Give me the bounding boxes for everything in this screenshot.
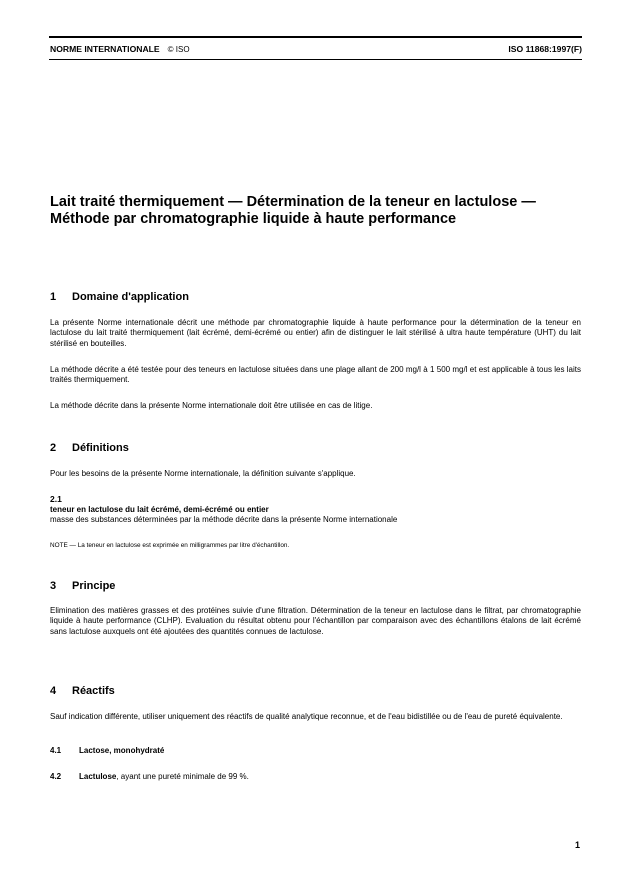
- section-4-paragraph-1: Sauf indication différente, utiliser uniquement des réactifs de qualité analytique reconnue, et de l'eau bidistillée ou de l'eau de pureté équivalente.: [50, 712, 563, 721]
- header-top-rule: [49, 36, 582, 38]
- definition-term: teneur en lactulose du lait écrémé, demi-écrémé ou entier: [50, 505, 269, 514]
- definition-text: masse des substances déterminées par la méthode décrite dans la présente Norme internationale: [50, 515, 398, 524]
- definition-number: 2.1: [50, 494, 62, 504]
- section-2-title: Définitions: [72, 442, 129, 454]
- reagent-item-4-1-number: 4.1: [50, 746, 62, 755]
- section-4-number: 4: [50, 685, 57, 697]
- section-3-number: 3: [50, 580, 57, 592]
- section-4-heading: [50, 685, 115, 697]
- reagent-item-4-2-term: Lactulose: [79, 772, 117, 781]
- section-2-number: 2: [50, 442, 57, 454]
- header-left-title: NORME INTERNATIONALE: [50, 44, 160, 54]
- definition-note: NOTE — La teneur en lactulose est exprimée en milligrammes par litre d'échantillon.: [50, 542, 290, 549]
- section-3-paragraph-1: Elimination des matières grasses et des protéines suivie d'une filtration. Détermination de la teneur en lactulose dans le filtrat, par chromatographie liquide à haute performance (CLHP). Evaluation du résultat obtenu pour l'échantillon par comparaison avec des échantillons étalons de lait écrémé sans lactulose auxquels ont été ajoutées des quantités connues de lactulose.: [50, 606, 581, 636]
- section-3-heading: [50, 580, 115, 592]
- reagent-item-4-2: [50, 772, 249, 781]
- section-1-paragraph-2: La méthode décrite a été testée pour des teneurs en lactulose situées dans une plage allant de 200 mg/l à 1 500 mg/l et est applicable à tous les laits traités thermiquement.: [50, 365, 581, 385]
- header-left: [50, 44, 190, 54]
- document-title: Lait traité thermiquement — Détermination de la teneur en lactulose — Méthode par chromatographie liquide à haute performance: [50, 194, 536, 227]
- reagent-item-4-2-number: 4.2: [50, 772, 62, 781]
- section-2-heading: [50, 442, 129, 454]
- reagent-item-4-2-text: , ayant une pureté minimale de 99 %.: [116, 772, 249, 781]
- page-number: 1: [574, 840, 580, 850]
- section-1-paragraph-1: La présente Norme internationale décrit une méthode par chromatographie liquide à haute performance pour la détermination de la teneur en lactulose du lait traité thermiquement (lait écrémé, demi-écrémé ou entier) afin de distinguer le lait stérilisé à ultra haute température (UHT) du lait stérilisé en bouteilles.: [50, 318, 581, 348]
- header-bottom-rule: [49, 59, 582, 60]
- section-1-paragraph-3: La méthode décrite dans la présente Norme internationale doit être utilisée en cas de litige.: [50, 401, 373, 410]
- section-1-heading: [50, 291, 189, 303]
- section-1-number: 1: [50, 291, 57, 303]
- reagent-item-4-1-text: Lactose, monohydraté: [79, 746, 165, 755]
- reagent-item-4-1: [50, 746, 164, 755]
- header-standard-number: ISO 11868:1997(F): [508, 44, 582, 54]
- section-4-title: Réactifs: [72, 685, 115, 697]
- section-3-title: Principe: [72, 580, 116, 592]
- section-2-paragraph-1: Pour les besoins de la présente Norme internationale, la définition suivante s'applique.: [50, 469, 356, 478]
- section-1-title: Domaine d'application: [72, 291, 189, 303]
- header-copyright: © ISO: [167, 45, 190, 54]
